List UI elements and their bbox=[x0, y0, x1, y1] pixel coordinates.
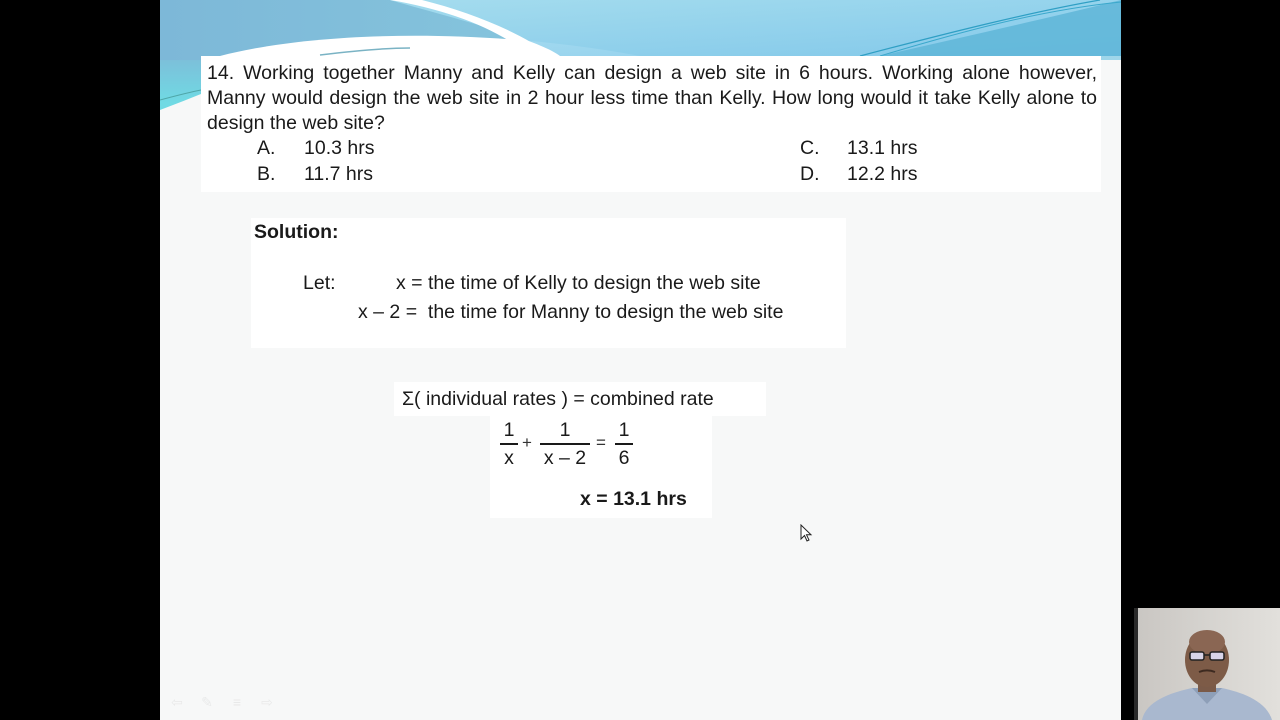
let-label: Let: bbox=[303, 272, 336, 294]
answer-text: x = 13.1 hrs bbox=[580, 488, 687, 510]
fraction-1-over-6: 1 6 bbox=[615, 418, 633, 470]
next-slide-icon[interactable]: ⇨ bbox=[261, 694, 273, 710]
equals-sign: = bbox=[596, 433, 606, 452]
choice-letter: B. bbox=[257, 163, 276, 185]
question-text: 14. Working together Manny and Kelly can design a web site in 6 hours. Working alone however, Manny would design the web site in 2 hour less time than Kelly. How long would it take Kelly alone to design the web site? bbox=[207, 62, 1097, 134]
presenter-video-feed bbox=[1134, 608, 1280, 720]
mouse-cursor-icon bbox=[800, 524, 814, 544]
pen-tool-icon[interactable]: ✎ bbox=[201, 694, 213, 710]
presentation-slide bbox=[160, 0, 1121, 720]
solution-title: Solution: bbox=[254, 221, 339, 243]
choice-value: 11.7 hrs bbox=[304, 163, 374, 185]
formula-label: Σ( individual rates ) = combined rate bbox=[402, 388, 714, 410]
choice-b bbox=[257, 162, 373, 187]
choice-value: 10.3 hrs bbox=[304, 137, 375, 159]
slideshow-controls bbox=[168, 694, 276, 710]
plus-sign: + bbox=[522, 433, 532, 452]
previous-slide-icon[interactable]: ⇦ bbox=[171, 694, 183, 710]
choice-letter: D. bbox=[800, 163, 820, 185]
fraction-1-over-x: 1 x bbox=[500, 418, 518, 470]
choice-d bbox=[800, 162, 917, 187]
choice-a bbox=[257, 136, 374, 161]
choice-c bbox=[800, 136, 917, 161]
definition-kelly: x = the time of Kelly to design the web site bbox=[396, 272, 761, 294]
slide-menu-icon[interactable]: ≡ bbox=[232, 694, 242, 710]
definition-manny: x – 2 = the time for Manny to design the web site bbox=[358, 301, 784, 323]
fraction-1-over-x-minus-2: 1 x – 2 bbox=[540, 418, 590, 470]
choice-value: 13.1 hrs bbox=[847, 137, 918, 159]
presenter-webcam bbox=[1134, 608, 1280, 720]
choice-value: 12.2 hrs bbox=[847, 163, 918, 185]
choice-letter: C. bbox=[800, 137, 820, 159]
choice-letter: A. bbox=[257, 137, 276, 159]
